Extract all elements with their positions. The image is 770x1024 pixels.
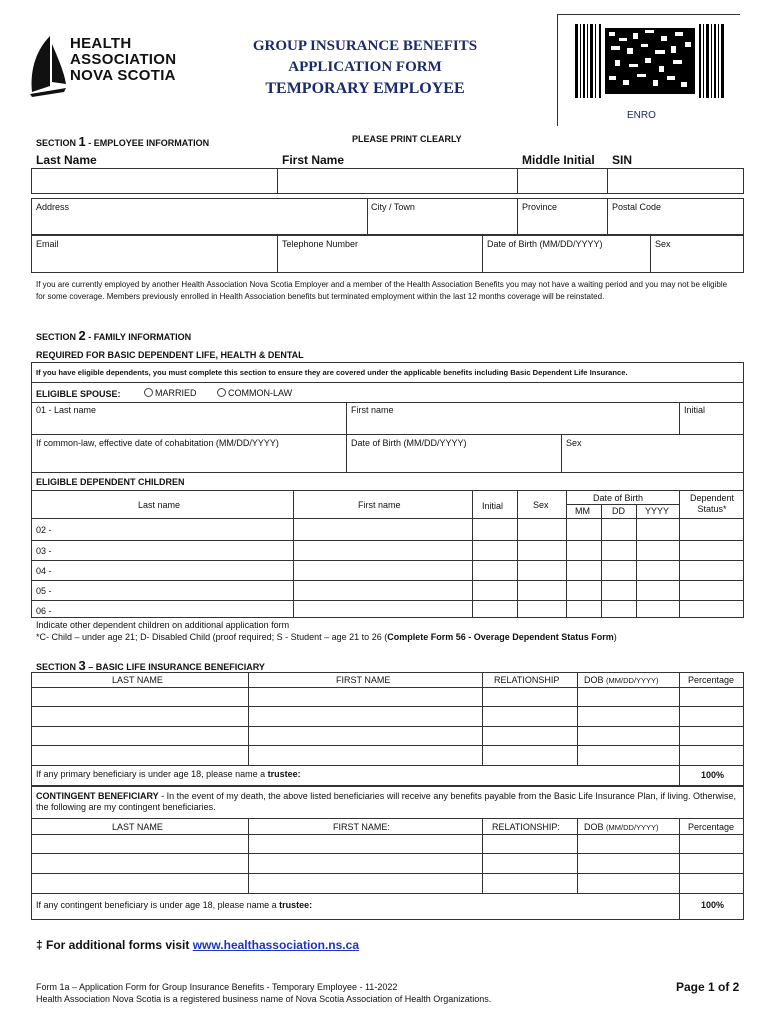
logo-line-2: ASSOCIATION [70, 51, 177, 68]
child-row-05[interactable]: 05 - [36, 586, 52, 596]
postal-code-field[interactable]: Postal Code [612, 202, 662, 212]
contingent-total-percentage: 100% [701, 900, 725, 910]
col-contingent-dob: DOB (MM/DD/YYYY) [584, 822, 659, 832]
col-child-mm: MM [575, 506, 590, 516]
col-child-initial: Initial [482, 501, 504, 511]
spouse-label: ELIGIBLE SPOUSE: [36, 389, 121, 399]
section-1-heading: SECTION 1 - EMPLOYEE INFORMATION [36, 134, 210, 149]
logo-line-3: NOVA SCOTIA [70, 67, 176, 84]
barcode-icon [575, 24, 725, 98]
health-association-link[interactable]: www.healthassociation.ns.ca [192, 938, 359, 952]
cohabitation-date-field[interactable]: If common-law, effective date of cohabitation (MM/DD/YYYY) [36, 438, 279, 448]
col-beneficiary-dob: DOB (MM/DD/YYYY) [584, 675, 659, 685]
children-label: ELIGIBLE DEPENDENT CHILDREN [36, 477, 185, 487]
child-row-06[interactable]: 06 - [36, 606, 52, 616]
form-title [230, 36, 500, 100]
col-contingent-last-name: LAST NAME [112, 822, 163, 832]
middle-initial-field[interactable] [518, 169, 606, 193]
dependents-banner: If you have eligible dependents, you must complete this section to ensure they are covered under the applicable benefits including Basic Dependent Life Insurance. [36, 368, 628, 377]
middle-initial-label: Middle Initial [522, 153, 595, 167]
title-line-3: TEMPORARY EMPLOYEE [265, 80, 465, 97]
child-row-02[interactable]: 02 - [36, 525, 52, 535]
address-field[interactable]: Address [36, 202, 70, 212]
col-child-status: Dependent Status* [689, 493, 735, 514]
spouse-initial-field[interactable]: Initial [684, 405, 706, 415]
additional-forms-line: ‡ For additional forms visit www.healthassociation.ns.ca [36, 938, 359, 952]
beneficiary-row[interactable] [32, 688, 743, 706]
section-2-subheading: REQUIRED FOR BASIC DEPENDENT LIFE, HEALTH & DENTAL [36, 350, 304, 360]
province-field[interactable]: Province [522, 202, 558, 212]
spouse-sex-field[interactable]: Sex [566, 438, 582, 448]
first-name-field[interactable] [278, 169, 516, 193]
child-row-04[interactable]: 04 - [36, 566, 52, 576]
primary-trustee-field[interactable]: If any primary beneficiary is under age 18, please name a trustee: [36, 769, 301, 779]
sin-field[interactable] [608, 169, 743, 193]
sin-label: SIN [612, 153, 633, 167]
contingent-trustee-field[interactable]: If any contingent beneficiary is under age 18, please name a trustee: [36, 900, 313, 910]
contingent-row[interactable] [32, 874, 743, 893]
col-beneficiary-percentage: Percentage [688, 675, 735, 685]
double-dagger-icon: ‡ [36, 938, 43, 952]
dependent-status-note: *C- Child – under age 21; D- Disabled Child (proof required; S - Student – age 21 to 26 (Complete Form 56 - Overage Dependent Status Form) [36, 632, 617, 642]
sailboat-icon [28, 34, 68, 98]
spouse-dob-field[interactable]: Date of Birth (MM/DD/YYYY) [351, 438, 467, 448]
city-field[interactable]: City / Town [371, 202, 415, 212]
email-field[interactable]: Email [36, 239, 59, 249]
print-clearly-note: PLEASE PRINT CLEARLY [352, 134, 462, 144]
contingent-row[interactable] [32, 854, 743, 873]
col-child-dob: Date of Birth [593, 493, 644, 503]
last-name-label: Last Name [36, 153, 97, 167]
dob-field[interactable]: Date of Birth (MM/DD/YYYY) [487, 239, 603, 249]
section-2-heading: SECTION 2 - FAMILY INFORMATION [36, 328, 192, 343]
telephone-field[interactable]: Telephone Number [282, 239, 359, 249]
married-radio-circle [144, 388, 153, 397]
barcode-panel [557, 14, 740, 126]
eligibility-notice: If you are currently employed by another Health Association Nova Scotia Employer and a member of the Health Association Benefits you may not have a waiting period and you may not be eligible for some coverage. Members previously enrolled in Health Association benefits but terminated employment within the last 12 months coverage will be reinstated. [36, 280, 728, 301]
additional-children-note: Indicate other dependent children on additional application form [36, 620, 290, 630]
contingent-beneficiary-text: CONTINGENT BENEFICIARY - In the event of my death, the above listed beneficiaries will receive any benefits payable from the Basic Life Insurance Plan, if living. Otherwise, the following are my contingent beneficiaries. [36, 791, 736, 812]
married-radio[interactable]: MARRIED [144, 388, 197, 398]
col-child-sex: Sex [533, 500, 549, 510]
child-row-03[interactable]: 03 - [36, 546, 52, 556]
page-number: Page 1 of 2 [676, 980, 740, 994]
col-child-last-name: Last name [138, 500, 181, 510]
logo-line-1: HEALTH [70, 35, 132, 52]
common-law-radio-circle [217, 388, 226, 397]
first-name-label: First Name [282, 153, 345, 167]
title-line-2: APPLICATION FORM [288, 59, 442, 75]
col-child-yyyy: YYYY [645, 506, 670, 516]
col-beneficiary-last-name: LAST NAME [112, 675, 163, 685]
common-law-radio[interactable]: COMMON-LAW [217, 388, 292, 398]
beneficiary-row[interactable] [32, 727, 743, 745]
logo [28, 34, 198, 98]
col-child-first-name: First name [358, 500, 401, 510]
registered-name-note: Health Association Nova Scotia is a registered business name of Nova Scotia Association of Health Organizations. [36, 994, 492, 1004]
barcode-label: ENRO [627, 110, 656, 121]
col-contingent-percentage: Percentage [688, 822, 735, 832]
beneficiary-row[interactable] [32, 746, 743, 765]
spouse-first-name-field[interactable]: First name [351, 405, 394, 415]
col-contingent-first-name: FIRST NAME: [333, 822, 390, 832]
section-3-heading: SECTION 3 – BASIC LIFE INSURANCE BENEFICIARY [36, 658, 265, 673]
sex-field[interactable]: Sex [655, 239, 671, 249]
col-contingent-relationship: RELATIONSHIP: [492, 822, 560, 832]
form-identifier: Form 1a – Application Form for Group Insurance Benefits - Temporary Employee - 11-2022 [36, 982, 398, 992]
beneficiary-row[interactable] [32, 707, 743, 726]
col-beneficiary-relationship: RELATIONSHIP [494, 675, 560, 685]
title-line-1: GROUP INSURANCE BENEFITS [252, 38, 478, 54]
col-beneficiary-first-name: FIRST NAME [336, 675, 391, 685]
primary-total-percentage: 100% [701, 770, 725, 780]
spouse-last-name-field[interactable]: 01 - Last name [36, 405, 97, 415]
col-child-dd: DD [612, 506, 625, 516]
contingent-row[interactable] [32, 835, 743, 853]
last-name-field[interactable] [32, 169, 276, 193]
